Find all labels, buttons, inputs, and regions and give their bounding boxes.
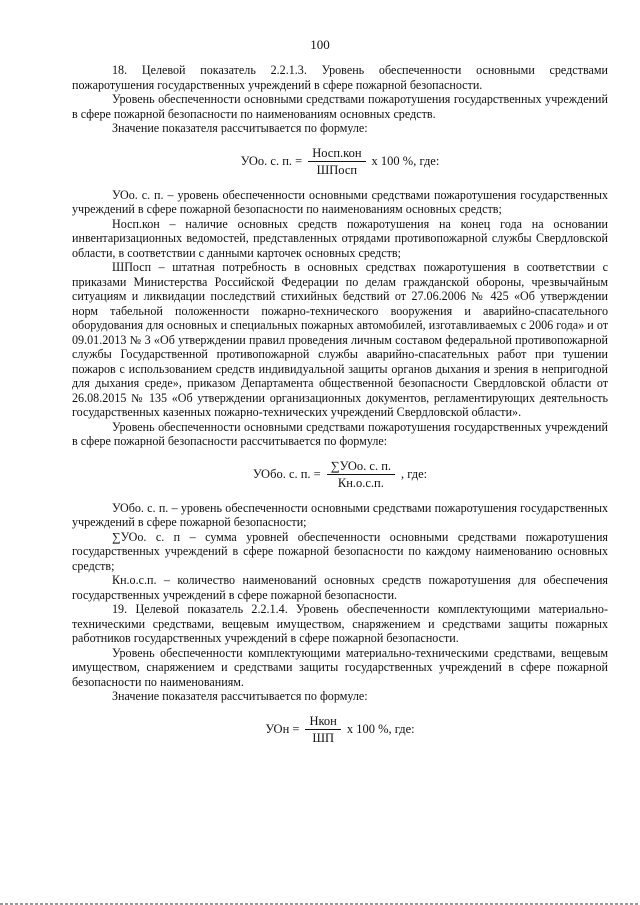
formula-fraction — [327, 459, 395, 491]
formula-rhs: , где: — [401, 467, 428, 482]
formula-denominator: ШПосп — [316, 163, 358, 177]
formula-3 — [72, 704, 608, 756]
formula-numerator: ∑УОо. с. п. — [327, 459, 395, 476]
paragraph: Значение показателя рассчитывается по формуле: — [112, 689, 368, 703]
formula-lhs: УОбо. с. п. = — [252, 467, 321, 482]
paragraph: ШПосп – штатная потребность в основных средствах пожаротушения в соответствии с приказами Министерства Российской Федерации по делам гражданской обороны, чрезвычайным ситуациям и ликвидации последствий стихийных бедствий от 27.06.2006 № 425 «Об утверждении норм табельной положенности пожарно-технического вооружения и аварийно-спасательного оборудования для основных и специальных пожарных автомобилей, изготавливаемых с 2006 года» и от 09.01.2013 № 3 «Об утверждении правил проведения личным составом федеральной противопожарной службы Государственной противопожарной службы аварийно-спасательных работ при тушении пожаров с использованием средств индивидуальной защиты органов дыхания и зрения в непригодной для дыхания среде», приказом Департамента общественной безопасности Свердловской области от 26.08.2015 № 135 «Об утверждении организационных документов, регламентирующих деятельность государственных казенных пожарно-технических учреждений Свердловской области». — [72, 260, 608, 419]
paragraph: УОбо. с. п. – уровень обеспеченности основными средствами пожаротушения государственных учреждений в сфере пожарной безопасности; — [72, 500, 608, 529]
formula-2 — [72, 449, 608, 501]
formula-numerator: Носп.кон — [308, 146, 365, 163]
formula-lhs: УОн = — [265, 722, 300, 737]
formula-rhs: х 100 %, где: — [371, 154, 440, 169]
page-number: 100 — [310, 37, 330, 52]
document-body — [72, 63, 608, 756]
formula-numerator: Нкон — [305, 714, 340, 731]
paragraph: ∑УОо. с. п – сумма уровней обеспеченности основными средствами пожаротушения государственных учреждений в сфере пожарной безопасности по каждому наименованию основных средств; — [72, 529, 608, 573]
paragraph: 18. Целевой показатель 2.2.1.3. Уровень обеспеченности основными средствами пожаротушения государственных учреждений в сфере пожарной безопасности. — [72, 63, 608, 92]
formula-lhs: УОо. с. п. = — [240, 154, 303, 169]
paragraph: УОо. с. п. – уровень обеспеченности основными средствами пожаротушения государственных учреждений в сфере пожарной безопасности по наименованиям основных средств; — [72, 187, 608, 216]
paragraph: Уровень обеспеченности основными средствами пожаротушения государственных учреждений в сфере пожарной безопасности рассчитывается по формуле: — [72, 419, 608, 448]
formula-denominator: ШП — [312, 731, 334, 745]
formula-rhs: х 100 %, где: — [346, 722, 415, 737]
paragraph: Значение показателя рассчитывается по формуле: — [112, 121, 368, 135]
formula-1 — [72, 136, 608, 188]
paragraph: Уровень обеспеченности комплектующими материально-техническими средствами, вещевым имуществом, снаряжением и средствами защиты государственных учреждений в сфере пожарной безопасности по наименованиям. — [72, 645, 608, 689]
formula-fraction — [305, 714, 340, 746]
paragraph: Уровень обеспеченности основными средствами пожаротушения государственных учреждений в сфере пожарной безопасности по наименованиям основных средств. — [72, 92, 608, 121]
paragraph: Носп.кон – наличие основных средств пожаротушения на конец года на основании инвентаризационных ведомостей, представленных отрядами противопожарной службы Свердловской области, в соответствии с данными карточек основных средств; — [72, 216, 608, 260]
paragraph: Кн.о.с.п. – количество наименований основных средств пожаротушения для обеспечения государственных учреждений в сфере пожарной безопасности. — [72, 573, 608, 602]
formula-denominator: Кн.о.с.п. — [337, 476, 384, 490]
formula-fraction — [308, 146, 365, 178]
paragraph: 19. Целевой показатель 2.2.1.4. Уровень обеспеченности комплектующими материально-техническими средствами, вещевым имуществом, снаряжением и средствами защиты пожарных работников государственных учреждений в сфере пожарной безопасности. — [72, 602, 608, 645]
